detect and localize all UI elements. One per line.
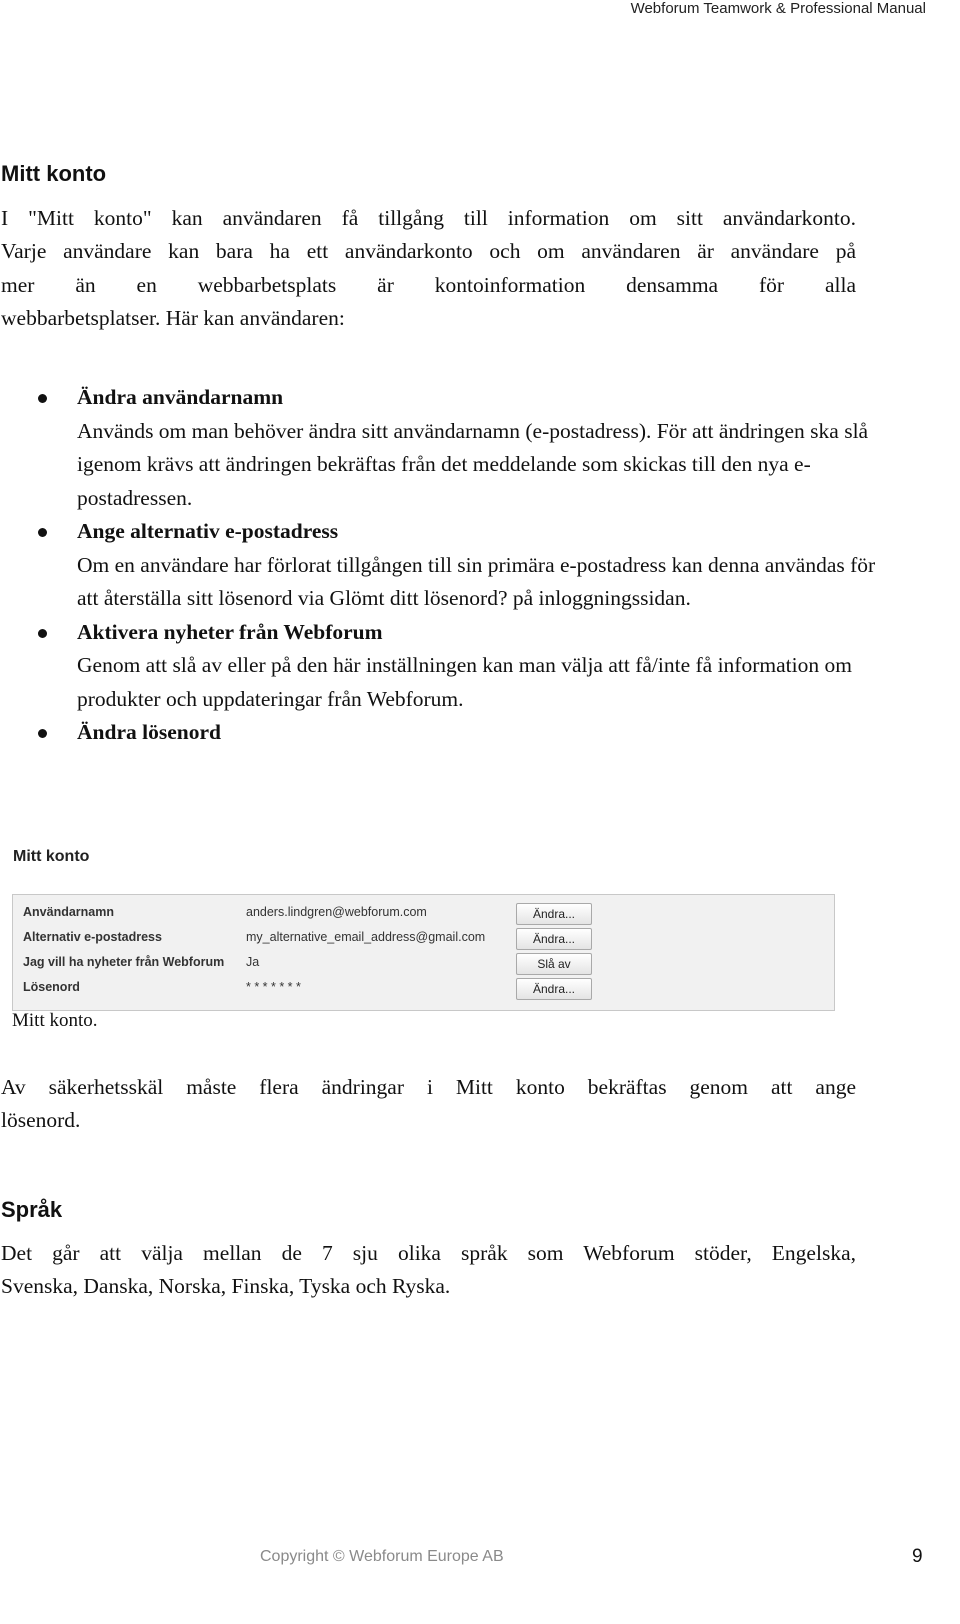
option-title: Ändra användarnamn <box>77 385 284 409</box>
setting-value: anders.lindgren@webforum.com <box>246 905 427 919</box>
account-options-list <box>0 381 880 750</box>
settings-row-news <box>13 951 834 975</box>
toggle-news-button[interactable]: Slå av <box>516 953 592 975</box>
account-settings-screenshot <box>0 840 880 1030</box>
paragraph-line: Av säkerhetsskäl måste flera ändringar i Mitt konto bekräftas genom att ange <box>1 1075 856 1099</box>
intro-line: Varje användare kan bara ha ett användarkonto och om användaren är användare på <box>1 239 856 264</box>
intro-line: I "Mitt konto" kan användaren få tillgång till information om sitt användarkonto. <box>1 206 856 230</box>
screenshot-title: Mitt konto <box>13 848 90 865</box>
list-item <box>0 381 880 515</box>
security-paragraph <box>1 1071 856 1138</box>
settings-row-alt-email <box>13 926 834 950</box>
setting-value: * * * * * * * <box>246 980 301 994</box>
setting-label: Alternativ e-postadress <box>23 930 162 944</box>
page-number: 9 <box>912 1546 923 1567</box>
paragraph-line: Svenska, Danska, Norska, Finska, Tyska och Ryska. <box>1 1274 451 1299</box>
setting-value: Ja <box>246 955 260 969</box>
bullet-icon <box>38 629 47 638</box>
setting-label: Lösenord <box>23 980 80 994</box>
page-footer: Copyright © Webforum Europe AB <box>260 1548 504 1565</box>
bullet-icon <box>38 394 47 403</box>
list-item <box>0 716 880 750</box>
intro-paragraph <box>1 202 856 335</box>
change-alt-email-button[interactable]: Ändra... <box>516 928 592 950</box>
section-heading-sprak: Språk <box>1 1197 63 1222</box>
option-description: Används om man behöver ändra sitt användarnamn (e-postadress). För att ändringen ska slå igenom krävs att ändringen bekräftas från det meddelande som skickas till den nya e-postadressen. <box>77 418 869 510</box>
intro-line: webbarbetsplatser. Här kan användaren: <box>1 305 345 330</box>
change-password-button[interactable]: Ändra... <box>516 978 592 1000</box>
page-header: Webforum Teamwork & Professional Manual <box>630 0 926 17</box>
setting-label: Användarnamn <box>23 905 114 919</box>
paragraph-line: Det går att välja mellan de 7 sju olika språk som Webforum stöder, Engelska, <box>1 1241 856 1265</box>
settings-row-username <box>13 901 834 925</box>
setting-label: Jag vill ha nyheter från Webforum <box>23 955 225 969</box>
setting-value: my_alternative_email_address@gmail.com <box>246 930 486 944</box>
figure-caption: Mitt konto. <box>12 1010 98 1031</box>
option-description: Om en användare har förlorat tillgången till sin primära e-postadress kan denna användas för att återställa sitt lösenord via Glömt ditt lösenord? på inloggningssidan. <box>77 552 876 610</box>
change-username-button[interactable]: Ändra... <box>516 903 592 925</box>
bullet-icon <box>38 528 47 537</box>
option-title: Aktivera nyheter från Webforum <box>77 619 383 644</box>
paragraph-line: lösenord. <box>1 1108 81 1133</box>
list-item <box>0 515 880 616</box>
section-heading-mitt-konto: Mitt konto <box>1 161 107 186</box>
account-settings-panel <box>12 894 835 1011</box>
intro-line: mer än en webbarbetsplats är kontoinformation densamma för alla <box>1 272 856 297</box>
language-paragraph <box>1 1237 856 1304</box>
list-item <box>0 616 880 717</box>
bullet-icon <box>38 729 47 738</box>
settings-row-password <box>13 976 834 1000</box>
option-title: Ange alternativ e-postadress <box>77 519 339 543</box>
option-title: Ändra lösenord <box>77 720 221 744</box>
option-description: Genom att slå av eller på den här inställningen kan man välja att få/inte få information om produkter och uppdateringar från Webforum. <box>77 653 852 711</box>
